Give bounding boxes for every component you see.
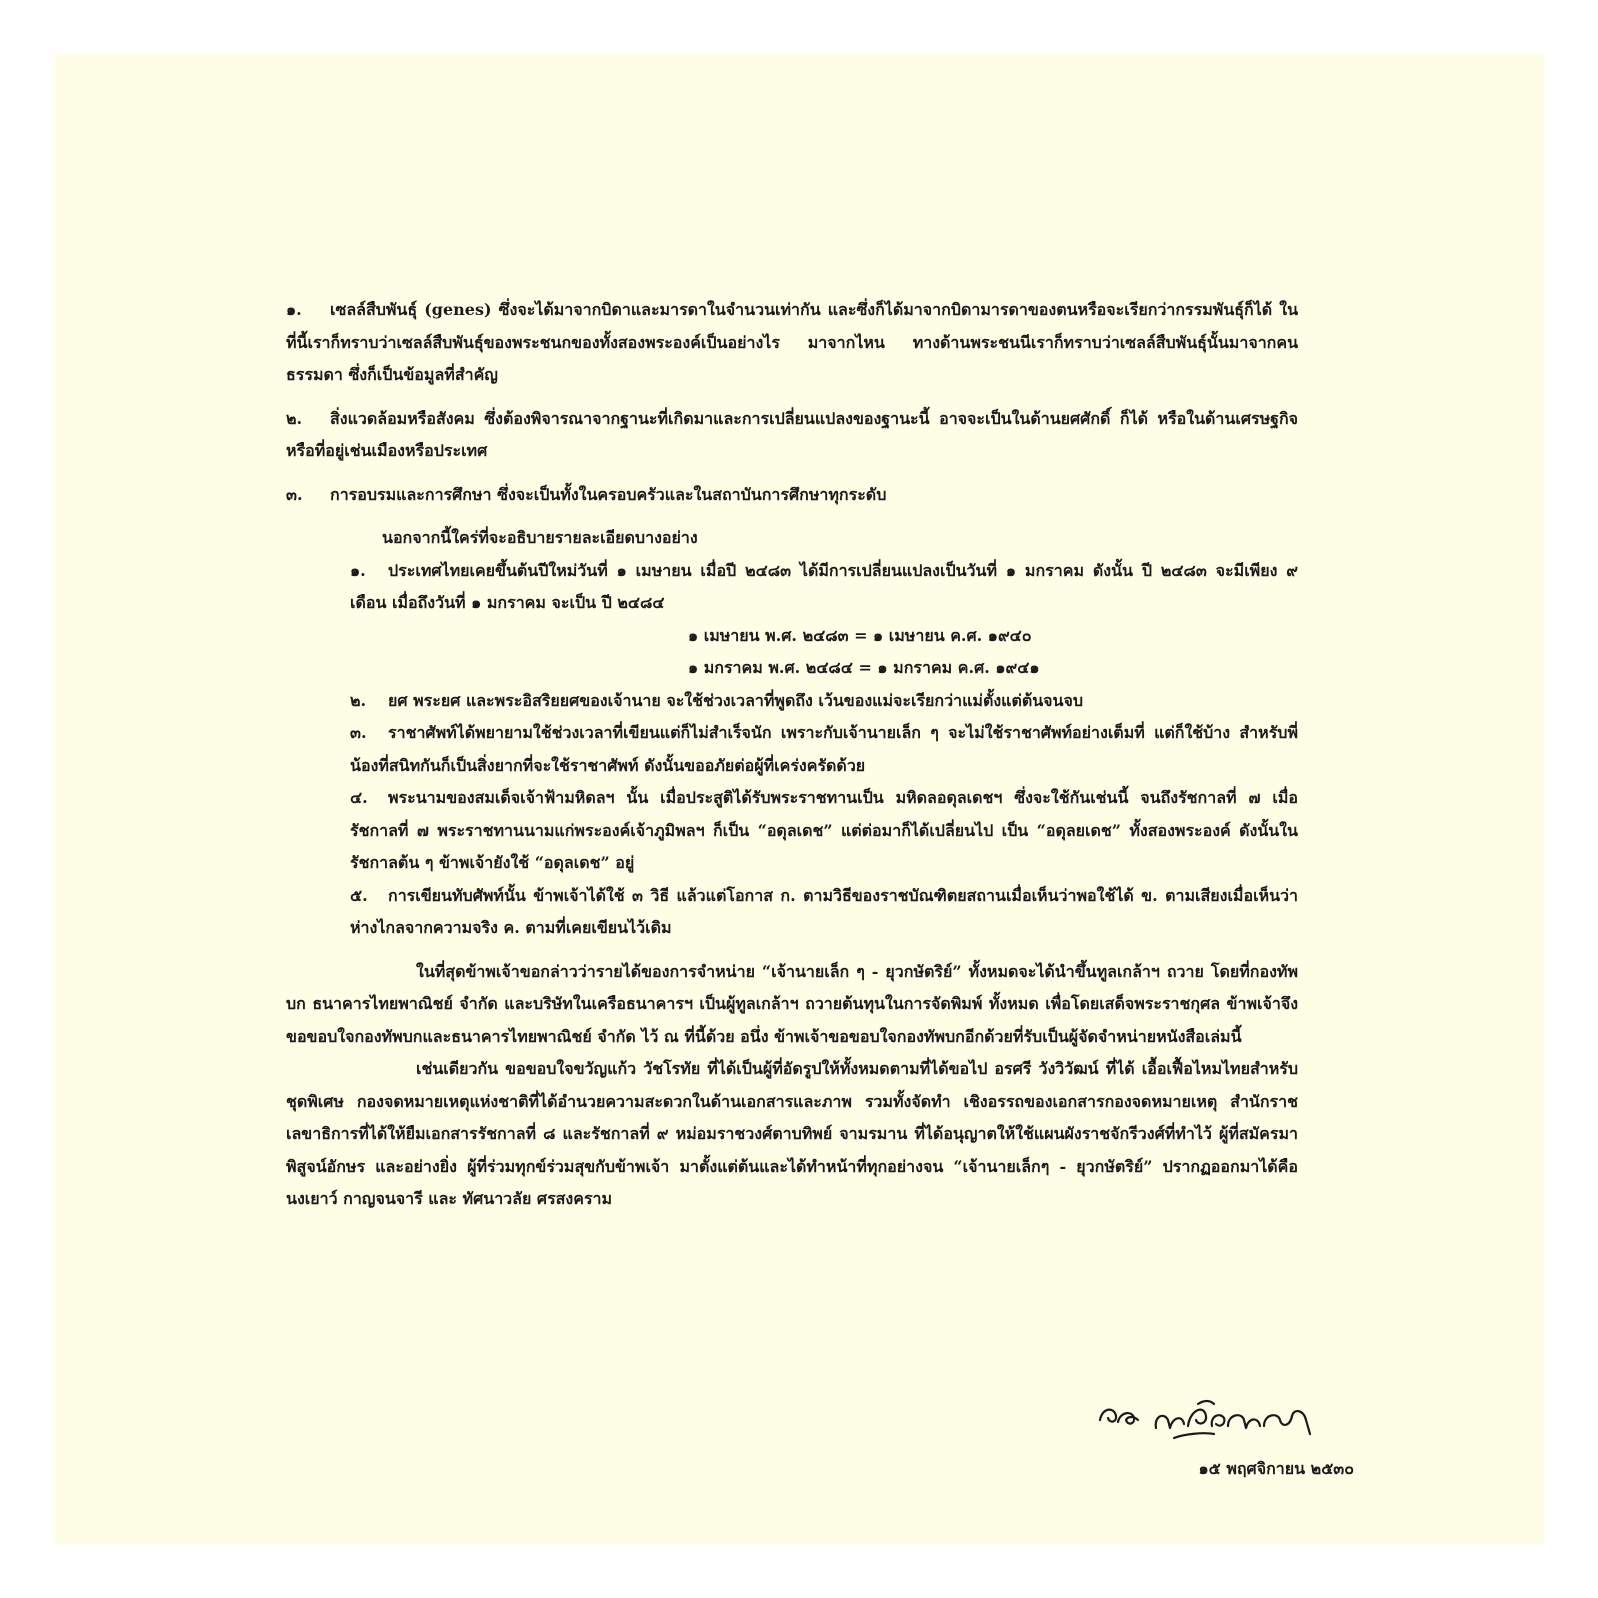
note-item: ๓. ราชาศัพท์ได้พยายามใช้ช่วงเวลาที่เขียนแต่ก็ไม่สำเร็จนัก เพราะกับเจ้านายเล็ก ๆ จะไม่ใช้ราชาศัพท์อย่างเต็มที่ แต่ก็ใช้บ้าง สำหรับพี่น้องที่สนิทกันก็เป็นสิ่งยากที่จะใช้ราชาศัพท์ ดังนั้นขออภัยต่อผู้ที่เคร่งครัดด้วย bbox=[350, 723, 1298, 775]
signature-date: ๑๕ พฤศจิกายน ๒๕๓๐ bbox=[1198, 1459, 1354, 1478]
note-text: ประเทศไทยเคยขึ้นต้นปีใหม่วันที่ ๑ เมษายน เมื่อปี ๒๔๘๓ ได้มีการเปลี่ยนแปลงเป็นวันที่ ๑ มกราคม ดังนั้น ปี ๒๔๘๓ จะมีเพียง ๙ เดือน เมื่อถึงวันที่ ๑ มกราคม จะเป็น ปี ๒๔๘๔ bbox=[350, 560, 1298, 612]
note-item: ๑. ประเทศไทยเคยขึ้นต้นปีใหม่วันที่ ๑ เมษายน เมื่อปี ๒๔๘๓ ได้มีการเปลี่ยนแปลงเป็นวันที่ ๑ มกราคม ดังนั้น ปี ๒๔๘๓ จะมีเพียง ๙ เดือน เมื่อถึงวันที่ ๑ มกราคม จะเป็น ปี ๒๔๘๔ bbox=[350, 560, 1298, 612]
note-item: ๔. พระนามของสมเด็จเจ้าฟ้ามหิดลฯ นั้น เมื่อประสูติได้รับพระราชทานเป็น มหิดลอดุลเดชฯ ซึ่งจะใช้กันเช่นนี้ จนถึงรัชกาลที่ ๗ เมื่อรัชกาลที่ ๗ พระราชทานนามแก่พระองค์เจ้าภูมิพลฯ ก็เป็น “อดุลเดช” แต่ต่อมาก็ได้เปลี่ยนไป เป็น “อดุลยเดช” ทั้งสองพระองค์ ดังนั้นในรัชกาลต้น ๆ ข้าพเจ้ายังใช้ “อดุลเดช” อยู่ bbox=[350, 788, 1298, 872]
note-item: ๒. ยศ พระยศ และพระอิสริยยศของเจ้านาย จะใช้ช่วงเวลาที่พูดถึง เว้นของแม่จะเรียกว่าแม่ตั้งแต่ต้นจนจบ bbox=[350, 690, 1084, 710]
signature-image bbox=[1094, 1390, 1354, 1450]
date-equation: ๑ เมษายน พ.ศ. ๒๔๘๓ = ๑ เมษายน ค.ศ. ๑๙๔๐ bbox=[688, 625, 1032, 645]
list-item-text: เซลล์สืบพันธุ์ (genes) ซึ่งจะได้มาจากบิดาและมารดาในจำนวนเท่ากัน และซึ่งก็ได้มาจากบิดามารดาของตนหรือจะเรียกว่ากรรมพันธุ์ก็ได้ ในที่นี้เราก็ทราบว่าเซลล์สืบพันธุ์ของพระชนกของทั้งสองพระองค์เป็นอย่างไร มาจากไหน ทางด้านพระชนนีเราก็ทราบว่าเซลล์สืบพันธุ์นั้นมาจากคนธรรมดา ซึ่งก็เป็นข้อมูลที่สำคัญ bbox=[286, 300, 1298, 384]
list-item: ๑. เซลล์สืบพันธุ์ (genes) ซึ่งจะได้มาจากบิดาและมารดาในจำนวนเท่ากัน และซึ่งก็ได้มาจากบิดามารดาของตนหรือจะเรียกว่ากรรมพันธุ์ก็ได้ ในที่นี้เราก็ทราบว่าเซลล์สืบพันธุ์ของพระชนกของทั้งสองพระองค์เป็นอย่างไร มาจากไหน ทางด้านพระชนนีเราก็ทราบว่าเซลล์สืบพันธุ์นั้นมาจากคนธรรมดา ซึ่งก็เป็นข้อมูลที่สำคัญ bbox=[286, 300, 1298, 384]
notes-list bbox=[350, 555, 1298, 945]
list-item-text: การอบรมและการศึกษา ซึ่งจะเป็นทั้งในครอบครัวและในสถาบันการศึกษาทุกระดับ bbox=[330, 484, 887, 504]
note-text: พระนามของสมเด็จเจ้าฟ้ามหิดลฯ นั้น เมื่อประสูติได้รับพระราชทานเป็น มหิดลอดุลเดชฯ ซึ่งจะใช้กันเช่นนี้ จนถึงรัชกาลที่ ๗ เมื่อรัชกาลที่ ๗ พระราชทานนามแก่พระองค์เจ้าภูมิพลฯ ก็เป็น “อดุลเดช” แต่ต่อมาก็ได้เปลี่ยนไป เป็น “อดุลยเดช” ทั้งสองพระองค์ ดังนั้นในรัชกาลต้น ๆ ข้าพเจ้ายังใช้ “อดุลเดช” อยู่ bbox=[350, 788, 1298, 872]
handwritten-signature bbox=[1094, 1390, 1354, 1450]
list-item: ๓. การอบรมและการศึกษา ซึ่งจะเป็นทั้งในครอบครัวและในสถาบันการศึกษาทุกระดับ bbox=[286, 484, 887, 504]
document-body bbox=[286, 294, 1298, 1216]
document-page bbox=[54, 54, 1544, 1544]
body-paragraph: ในที่สุดข้าพเจ้าขอกล่าวว่ารายได้ของการจำหน่าย “เจ้านายเล็ก ๆ - ยุวกษัตริย์” ทั้งหมดจะได้นำขึ้นทูลเกล้าฯ ถวาย โดยที่กองทัพบก ธนาคารไทยพาณิชย์ จำกัด และบริษัทในเครือธนาคารฯ เป็นผู้ทูลเกล้าฯ ถวายต้นทุนในการจัดพิมพ์ ทั้งหมด เพื่อโดยเสด็จพระราชกุศล ข้าพเจ้าจึงขอขอบใจกองทัพบกและธนาคารไทยพาณิชย์ จำกัด ไว้ ณ ที่นี้ด้วย อนึ่ง ข้าพเจ้าขอขอบใจกองทัพบกอีกด้วยที่รับเป็นผู้จัดจำหน่ายหนังสือเล่มนี้ bbox=[286, 961, 1298, 1046]
notes-intro: นอกจากนี้ใคร่ที่จะอธิบายรายละเอียดบางอย่าง bbox=[382, 528, 698, 547]
note-text: ราชาศัพท์ได้พยายามใช้ช่วงเวลาที่เขียนแต่ก็ไม่สำเร็จนัก เพราะกับเจ้านายเล็ก ๆ จะไม่ใช้ราชาศัพท์อย่างเต็มที่ แต่ก็ใช้บ้าง สำหรับพี่น้องที่สนิทกันก็เป็นสิ่งยากที่จะใช้ราชาศัพท์ ดังนั้นขออภัยต่อผู้ที่เคร่งครัดด้วย bbox=[350, 723, 1298, 775]
note-text: การเขียนทับศัพท์นั้น ข้าพเจ้าได้ใช้ ๓ วิธี แล้วแต่โอกาส ก. ตามวิธีของราชบัณฑิตยสถานเมื่อเห็นว่าพอใช้ได้ ข. ตามเสียงเมื่อเห็นว่าห่างไกลจากความจริง ค. ตามที่เคยเขียนไว้เดิม bbox=[350, 885, 1298, 937]
list-item-text: สิ่งแวดล้อมหรือสังคม ซึ่งต้องพิจารณาจากฐานะที่เกิดมาและการเปลี่ยนแปลงของฐานะนี้ อาจจะเป็นในด้านยศศักดิ์ ก็ได้ หรือในด้านเศรษฐกิจ หรือที่อยู่เช่นเมืองหรือประเทศ bbox=[286, 408, 1298, 460]
date-equation: ๑ มกราคม พ.ศ. ๒๔๘๔ = ๑ มกราคม ค.ศ. ๑๙๔๑ bbox=[688, 658, 1040, 677]
list-item: ๒. สิ่งแวดล้อมหรือสังคม ซึ่งต้องพิจารณาจากฐานะที่เกิดมาและการเปลี่ยนแปลงของฐานะนี้ อาจจะเป็นในด้านยศศักดิ์ ก็ได้ หรือในด้านเศรษฐกิจ หรือที่อยู่เช่นเมืองหรือประเทศ bbox=[286, 408, 1298, 460]
body-paragraph: เช่นเดียวกัน ขอขอบใจขวัญแก้ว วัชโรทัย ที่ได้เป็นผู้ที่อัดรูปให้ทั้งหมดตามที่ได้ขอไป อรศรี วังวิวัฒน์ ที่ได้ เอื้อเฟื้อไหมไทยสำหรับชุดพิเศษ กองจดหมายเหตุแห่งชาติที่ได้อำนวยความสะดวกในด้านเอกสารและภาพ รวมทั้งจัดทำ เชิงอรรถของเอกสารกองจดหมายเหตุ สำนักราชเลขาธิการที่ได้ให้ยืมเอกสารรัชกาลที่ ๘ และรัชกาลที่ ๙ หม่อมราชวงศ์ตาบทิพย์ จามรมาน ที่ได้อนุญาตให้ใช้แผนผังราชจักรีวงศ์ที่ทำไว้ ผู้ที่สมัครมาพิสูจน์อักษร และอย่างยิ่ง ผู้ที่ร่วมทุกข์ร่วมสุขกับข้าพเจ้า มาตั้งแต่ต้นและได้ทำหน้าที่ทุกอย่างจน “เจ้านายเล็กๆ - ยุวกษัตริย์” ปรากฏออกมาได้คือ นงเยาว์ กาญจนจารี และ ทัศนาวลัย ศรสงคราม bbox=[286, 1059, 1299, 1208]
note-text: ยศ พระยศ และพระอิสริยยศของเจ้านาย จะใช้ช่วงเวลาที่พูดถึง เว้นของแม่จะเรียกว่าแม่ตั้งแต่ต้นจนจบ bbox=[388, 690, 1084, 710]
note-item: ๕. การเขียนทับศัพท์นั้น ข้าพเจ้าได้ใช้ ๓ วิธี แล้วแต่โอกาส ก. ตามวิธีของราชบัณฑิตยสถานเมื่อเห็นว่าพอใช้ได้ ข. ตามเสียงเมื่อเห็นว่าห่างไกลจากความจริง ค. ตามที่เคยเขียนไว้เดิม bbox=[350, 885, 1298, 937]
